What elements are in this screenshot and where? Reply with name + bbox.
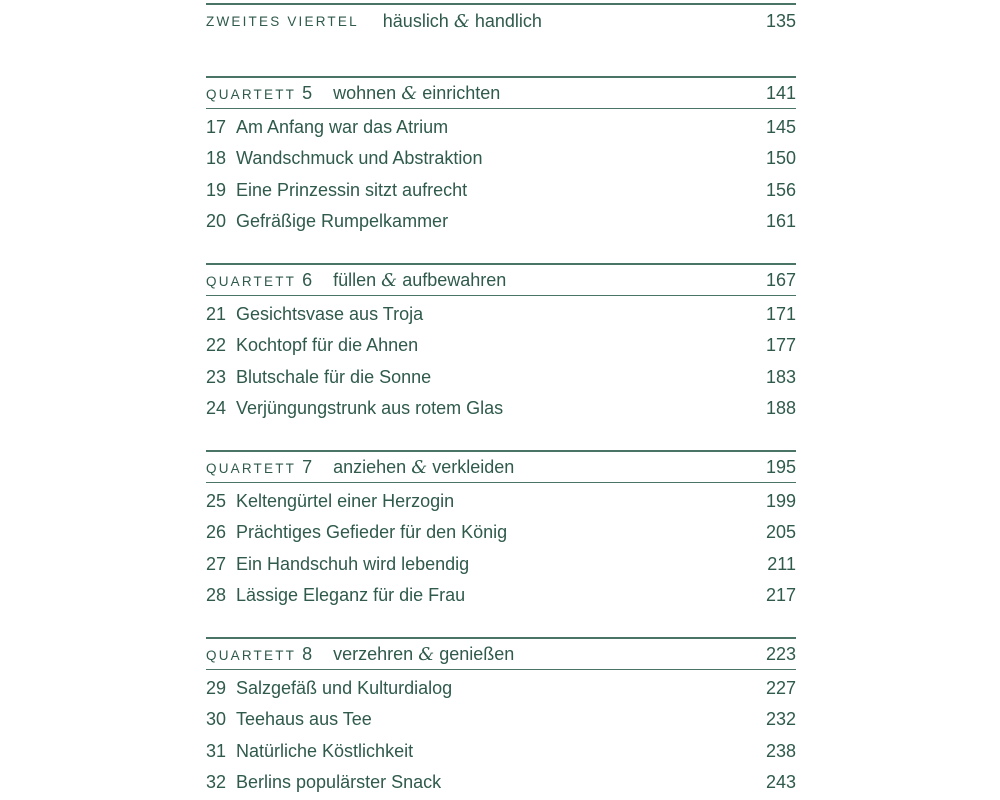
toc-entry[interactable] — [206, 112, 796, 143]
entry-title: Wandschmuck und Abstraktion — [236, 148, 483, 169]
quartett-title-b: verkleiden — [432, 456, 515, 477]
entry-number: 32 — [206, 772, 227, 793]
toc-entry[interactable] — [206, 673, 796, 704]
entry-page: 183 — [765, 366, 796, 387]
quartett-word: QUARTETT — [206, 647, 297, 663]
quartett-label — [206, 83, 312, 104]
toc-entry[interactable] — [206, 143, 796, 174]
ampersand: & — [381, 269, 398, 291]
quartett-page: 141 — [765, 82, 796, 103]
entry-title: Teehaus aus Tee — [236, 709, 372, 730]
entry-number: 30 — [206, 709, 227, 730]
quartett-title-a: wohnen — [333, 82, 397, 103]
entry-title: Keltengürtel einer Herzogin — [236, 491, 455, 512]
quartett-label — [206, 644, 312, 665]
quartett-page: 223 — [765, 643, 796, 664]
toc-entry[interactable] — [206, 517, 796, 548]
entry-title: Natürliche Köstlichkeit — [236, 740, 414, 761]
section-rule — [206, 108, 796, 109]
quartett-number: 5 — [302, 82, 313, 103]
entry-page: 161 — [765, 211, 796, 232]
toc-entry[interactable] — [206, 299, 796, 330]
toc-entry[interactable] — [206, 206, 796, 237]
entry-number: 29 — [206, 678, 227, 699]
ampersand: & — [401, 82, 418, 104]
entry-number: 26 — [206, 522, 227, 543]
toc-entry[interactable] — [206, 393, 796, 424]
entry-page: 211 — [767, 553, 796, 574]
toc-entry[interactable] — [206, 175, 796, 206]
quartett-title-a: füllen — [333, 269, 377, 290]
entry-title: Lässige Eleganz für die Frau — [236, 585, 466, 606]
entry-page: 156 — [765, 179, 796, 200]
quartett-number: 8 — [302, 643, 313, 664]
quartett-title-b: aufbewahren — [402, 269, 507, 290]
quartett-section — [206, 263, 796, 424]
quartett-title-a: anziehen — [333, 456, 407, 477]
entry-page: 188 — [765, 398, 796, 419]
quartett-section — [206, 76, 796, 237]
entry-title: Gefräßige Rumpelkammer — [236, 211, 449, 232]
entry-number: 27 — [206, 553, 227, 574]
entry-page: 171 — [765, 304, 796, 325]
quartett-page: 167 — [765, 269, 796, 290]
entry-title: Salzgefäß und Kulturdialog — [236, 678, 453, 699]
entry-title: Prächtiges Gefieder für den König — [236, 522, 508, 543]
quartett-word: QUARTETT — [206, 273, 297, 289]
quartett-word: QUARTETT — [206, 86, 297, 102]
entry-number: 17 — [206, 117, 227, 138]
entry-page: 199 — [765, 491, 796, 512]
entry-title: Gesichtsvase aus Troja — [236, 304, 424, 325]
toc-entry[interactable] — [206, 580, 796, 611]
entry-page: 145 — [765, 117, 796, 138]
entry-number: 23 — [206, 366, 227, 387]
section-rule — [206, 295, 796, 296]
entry-page: 217 — [765, 585, 796, 606]
quartett-heading — [206, 78, 796, 108]
entry-number: 19 — [206, 179, 227, 200]
entry-number: 31 — [206, 740, 227, 761]
entry-number: 18 — [206, 148, 227, 169]
entry-title: Kochtopf für die Ahnen — [236, 335, 419, 356]
ampersand: & — [411, 456, 428, 478]
entry-number: 24 — [206, 398, 227, 419]
entry-number: 25 — [206, 491, 227, 512]
entry-title: Ein Handschuh wird lebendig — [236, 553, 470, 574]
entry-number: 28 — [206, 585, 227, 606]
entry-page: 150 — [765, 148, 796, 169]
quartett-section — [206, 637, 796, 798]
entry-title: Eine Prinzessin sitzt aufrecht — [236, 179, 468, 200]
quartett-title-b: genießen — [439, 643, 515, 664]
toc-entry[interactable] — [206, 549, 796, 580]
quartett-section — [206, 450, 796, 611]
section-rule — [206, 669, 796, 670]
entry-number: 20 — [206, 211, 227, 232]
quartett-heading — [206, 265, 796, 295]
entry-title: Verjüngungstrunk aus rotem Glas — [236, 398, 504, 419]
toc-entry[interactable] — [206, 767, 796, 798]
toc-entry[interactable] — [206, 704, 796, 735]
section-rule — [206, 482, 796, 483]
viertel-heading — [206, 5, 796, 37]
toc-entry[interactable] — [206, 736, 796, 767]
quartett-heading — [206, 452, 796, 482]
toc-entry[interactable] — [206, 486, 796, 517]
entry-page: 238 — [765, 740, 796, 761]
entry-page: 205 — [765, 522, 796, 543]
quartett-word: QUARTETT — [206, 460, 297, 476]
table-of-contents — [206, 0, 796, 793]
viertel-title-b: handlich — [474, 10, 542, 31]
entry-number: 22 — [206, 335, 227, 356]
ampersand: & — [453, 10, 470, 32]
quartett-page: 195 — [765, 456, 796, 477]
viertel-label: ZWEITES VIERTEL — [206, 13, 359, 29]
entry-title: Berlins populärster Snack — [236, 772, 442, 793]
entry-title: Am Anfang war das Atrium — [236, 117, 449, 138]
toc-entry[interactable] — [206, 330, 796, 361]
entry-title: Blutschale für die Sonne — [236, 366, 432, 387]
quartett-label — [206, 457, 312, 478]
ampersand: & — [418, 643, 435, 665]
quartett-title-b: einrichten — [422, 82, 501, 103]
entry-page: 243 — [765, 772, 796, 793]
quartett-title-a: verzehren — [333, 643, 414, 664]
viertel-title-a: häuslich — [382, 10, 449, 31]
entry-page: 232 — [765, 709, 796, 730]
quartett-label — [206, 270, 312, 291]
entry-number: 21 — [206, 304, 227, 325]
quartett-number: 6 — [302, 269, 313, 290]
entry-page: 227 — [765, 678, 796, 699]
quartett-heading — [206, 639, 796, 669]
toc-entry[interactable] — [206, 362, 796, 393]
entry-page: 177 — [765, 335, 796, 356]
viertel-page: 135 — [765, 10, 796, 31]
quartett-number: 7 — [302, 456, 313, 477]
